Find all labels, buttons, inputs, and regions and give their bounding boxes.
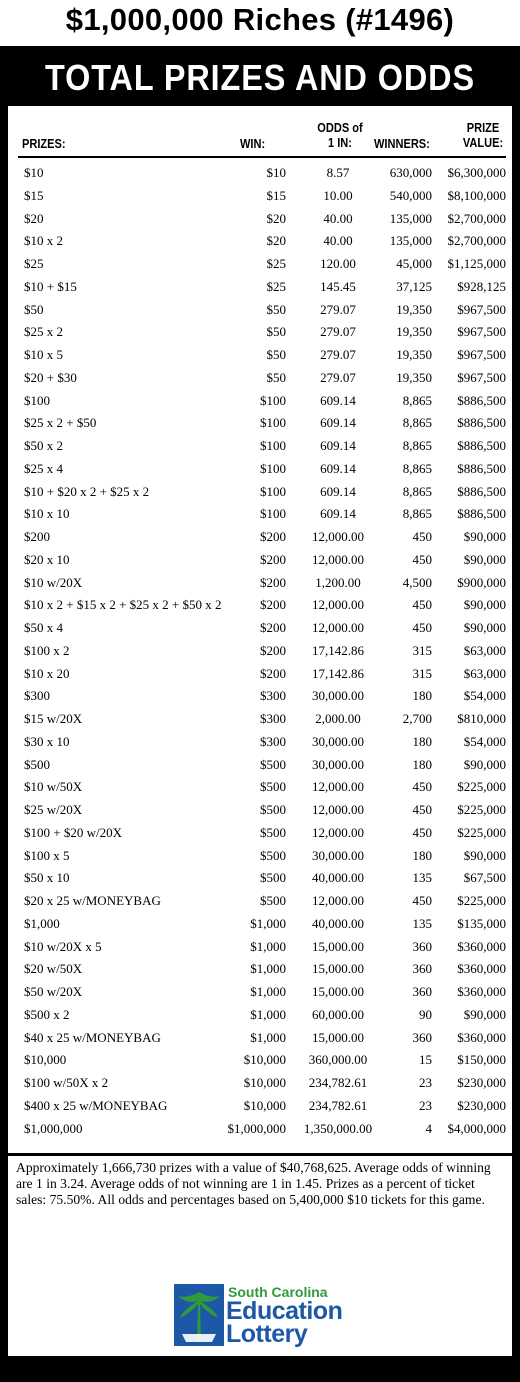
cell-odds: 234,782.61 [308,1097,368,1113]
prize-table [8,106,512,1153]
cell-win: $200 [260,551,286,567]
cell-odds: 15,000.00 [312,938,364,954]
cell-win: $500 [260,847,286,863]
cell-prize-value: $135,000 [457,915,506,931]
cell-odds: 40.00 [323,233,353,249]
cell-win: $100 [260,506,286,522]
cell-odds: 145.45 [320,278,356,294]
cell-prize: $100 x 2 [24,642,70,658]
cell-win: $500 [260,756,286,772]
cell-prize-value: $8,100,000 [447,187,506,203]
cell-win: $1,000 [250,1029,286,1045]
cell-odds: 60,000.00 [312,1006,364,1022]
cell-prize-value: $225,000 [457,893,506,908]
cell-odds: 609.14 [320,483,356,499]
cell-prize-value: $2,700,000 [447,210,506,226]
cell-odds: 234,782.61 [308,1075,368,1090]
cell-winners: 135 [412,870,432,886]
cell-winners: 540,000 [389,187,432,203]
cell-prize-value: $67,500 [463,870,506,886]
cell-odds: 12,000.00 [312,779,364,795]
cell-winners: 4,500 [402,574,432,590]
cell-winners: 135,000 [389,233,432,249]
notes-panel [8,1156,512,1356]
cell-win: $200 [260,529,286,544]
cell-win: $50 [266,347,286,362]
cell-prize: $20 w/50X [24,961,83,977]
cell-prize-value: $360,000 [457,961,506,977]
header-odds [306,120,374,168]
cell-prize: $25 w/20X [24,802,83,817]
logo-line1: South Carolina [228,1284,328,1300]
cell-win: $100 [260,483,286,499]
table-row [8,390,512,413]
cell-prize: $10 [24,165,44,180]
cell-prize-value: $886,500 [457,438,506,453]
cell-win: $500 [260,802,286,817]
cell-prize: $15 w/20X [24,711,83,726]
cell-win: $1,000 [250,938,286,954]
cell-prize-value: $886,500 [457,392,506,408]
cell-win: $300 [260,711,286,726]
cell-winners: 360 [412,961,432,977]
cell-win: $50 [266,301,286,317]
cell-win: $200 [260,642,286,658]
cell-prize: $100 w/50X x 2 [24,1075,109,1090]
cell-win: $50 [266,369,286,385]
header-odds-line2: 1 IN: [328,135,352,150]
cell-odds: 279.07 [320,324,356,340]
cell-prize: $40 x 25 w/MONEYBAG [24,1029,161,1045]
table-row [8,845,512,868]
cell-winners: 8,865 [402,483,432,499]
table-row [8,890,512,913]
cell-win: $1,000 [250,1006,286,1022]
cell-winners: 450 [412,529,432,544]
cell-win: $1,000 [250,915,286,931]
cell-prize: $100 [24,392,50,408]
cell-winners: 450 [412,620,432,635]
cell-prize-value: $810,000 [457,711,506,726]
cell-win: $10,000 [243,1097,286,1113]
cell-win: $15 [266,187,286,203]
cell-winners: 2,700 [402,711,432,726]
cell-prize: $25 x 2 + $50 [24,415,97,431]
cell-prize: $50 [24,301,44,317]
cell-win: $1,000 [250,984,286,999]
cell-odds: 279.07 [320,347,356,362]
cell-odds: 120.00 [320,256,356,271]
cell-prize: $25 x 4 [24,460,63,476]
cell-odds: 30,000.00 [312,847,364,863]
table-row [8,344,512,367]
cell-odds: 609.14 [320,392,356,408]
cell-prize-value: $150,000 [457,1052,506,1068]
cell-winners: 450 [412,597,432,613]
table-row [8,1118,512,1141]
cell-winners: 180 [412,847,432,863]
cell-odds: 360,000.00 [308,1052,368,1068]
cell-odds: 8.57 [326,165,350,180]
cell-prize: $10 x 5 [24,347,63,362]
cell-prize: $20 x 10 [24,551,70,567]
cell-prize: $10 w/20X [24,574,83,590]
cell-prize: $100 + $20 w/20X [24,824,122,840]
cell-prize-value: $967,500 [457,369,506,385]
header-odds-line1: ODDS of [317,120,363,135]
cell-winners: 135,000 [389,210,432,226]
cell-odds: 12,000.00 [312,802,364,817]
table-row [8,503,512,526]
cell-prize: $25 [24,256,44,271]
cell-winners: 135 [412,915,432,931]
cell-prize: $50 x 10 [24,870,70,886]
cell-prize-value: $886,500 [457,460,506,476]
cell-odds: 30,000.00 [312,756,364,772]
cell-odds: 10.00 [323,187,353,203]
cell-prize-value: $54,000 [463,733,506,749]
table-row [8,299,512,322]
cell-prize: $30 x 10 [24,733,70,749]
cell-odds: 15,000.00 [312,1029,364,1045]
cell-win: $20 [266,233,286,249]
cell-win: $20 [266,210,286,226]
cell-prize-value: $90,000 [463,597,506,613]
table-row [8,572,512,595]
cell-winners: 8,865 [402,460,432,476]
cell-winners: 180 [412,688,432,704]
table-row [8,185,512,208]
table-row [8,731,512,754]
table-row [8,685,512,708]
header-rule [18,156,506,158]
cell-winners: 15 [419,1052,432,1068]
table-row [8,162,512,185]
cell-winners: 8,865 [402,415,432,431]
cell-prize-value: $4,000,000 [447,1120,506,1136]
logo-line3: Lottery [226,1320,308,1348]
cell-prize-value: $360,000 [457,938,506,954]
cell-winners: 37,125 [396,278,432,294]
cell-prize: $10 x 2 [24,233,63,249]
cell-win: $1,000 [250,961,286,977]
header-win: WIN: [240,136,266,151]
table-row [8,1049,512,1072]
table-row [8,708,512,731]
cell-winners: 630,000 [389,165,432,180]
palmetto-tree-icon [174,1284,224,1346]
cell-odds: 609.14 [320,460,356,476]
cell-prize-value: $967,500 [457,347,506,362]
cell-win: $500 [260,824,286,840]
cell-prize: $10 x 2 + $15 x 2 + $25 x 2 + $50 x 2 [24,597,222,613]
cell-prize-value: $90,000 [463,847,506,863]
cell-winners: 19,350 [396,369,432,385]
table-row [8,663,512,686]
cell-prize-value: $360,000 [457,1029,506,1045]
cell-prize: $20 + $30 [24,369,77,385]
table-row [8,1027,512,1050]
cell-winners: 315 [412,665,432,681]
table-row [8,958,512,981]
cell-odds: 609.14 [320,438,356,453]
cell-odds: 2,000.00 [315,711,361,726]
cell-prize-value: $900,000 [457,574,506,590]
cell-win: $100 [260,438,286,453]
cell-prize-value: $928,125 [457,278,506,294]
cell-prize-value: $886,500 [457,415,506,431]
cell-win: $200 [260,665,286,681]
header-value-line2: VALUE: [462,135,504,150]
table-row [8,867,512,890]
table-row [8,1072,512,1095]
table-row [8,799,512,822]
table-row [8,230,512,253]
cell-odds: 17,142.86 [312,642,364,658]
cell-prize-value: $90,000 [463,551,506,567]
cell-win: $10,000 [243,1052,286,1068]
cell-prize-value: $230,000 [457,1097,506,1113]
cell-odds: 40,000.00 [312,915,364,931]
cell-prize-value: $225,000 [457,802,506,817]
cell-winners: 23 [419,1075,432,1090]
cell-odds: 279.07 [320,369,356,385]
cell-prize-value: $90,000 [463,620,506,635]
cell-winners: 450 [412,893,432,908]
table-row [8,981,512,1004]
table-row [8,458,512,481]
cell-win: $300 [260,688,286,704]
cell-winners: 8,865 [402,438,432,453]
cell-prize-value: $225,000 [457,779,506,795]
cell-odds: 30,000.00 [312,733,364,749]
cell-winners: 19,350 [396,324,432,340]
prize-rows [8,162,512,1140]
cell-winners: 19,350 [396,301,432,317]
cell-prize: $50 x 4 [24,620,63,635]
cell-win: $500 [260,779,286,795]
cell-winners: 180 [412,733,432,749]
cell-prize: $1,000 [24,915,60,931]
cell-win: $1,000,000 [227,1120,286,1136]
table-row [8,276,512,299]
cell-winners: 360 [412,984,432,999]
cell-prize-value: $967,500 [457,324,506,340]
cell-winners: 19,350 [396,347,432,362]
cell-prize: $50 x 2 [24,438,63,453]
table-row [8,936,512,959]
cell-prize: $10 w/50X [24,779,83,795]
header-value-line1: PRIZE [466,120,500,135]
cell-prize: $500 x 2 [24,1006,70,1022]
cell-winners: 23 [419,1097,432,1113]
cell-prize: $10,000 [24,1052,67,1068]
cell-win: $200 [260,574,286,590]
cell-winners: 315 [412,642,432,658]
cell-odds: 609.14 [320,415,356,431]
cell-prize-value: $90,000 [463,756,506,772]
table-row [8,913,512,936]
cell-prize-value: $90,000 [463,1006,506,1022]
cell-odds: 609.14 [320,506,356,522]
cell-prize: $300 [24,688,50,704]
cell-prize: $20 [24,210,44,226]
table-row [8,594,512,617]
cell-prize-value: $230,000 [457,1075,506,1090]
cell-winners: 8,865 [402,392,432,408]
cell-odds: 279.07 [320,301,356,317]
cell-odds: 40,000.00 [312,870,364,886]
cell-prize-value: $6,300,000 [447,165,506,180]
table-row [8,526,512,549]
cell-winners: 450 [412,824,432,840]
cell-prize-value: $225,000 [457,824,506,840]
table-row [8,208,512,231]
cell-odds: 12,000.00 [312,824,364,840]
table-row [8,617,512,640]
cell-prize: $200 [24,529,50,544]
cell-odds: 12,000.00 [312,893,364,908]
cell-win: $10 [266,165,286,180]
cell-prize: $15 [24,187,44,203]
cell-winners: 450 [412,779,432,795]
cell-odds: 12,000.00 [312,620,364,635]
table-row [8,367,512,390]
cell-win: $10,000 [243,1075,286,1090]
cell-win: $200 [260,597,286,613]
cell-win: $100 [260,415,286,431]
cell-odds: 40.00 [323,210,353,226]
cell-odds: 17,142.86 [312,665,364,681]
cell-win: $200 [260,620,286,635]
cell-prize-value: $54,000 [463,688,506,704]
table-row [8,776,512,799]
game-title: $1,000,000 Riches (#1496) [65,2,455,37]
cell-prize: $25 x 2 [24,324,63,340]
cell-winners: 90 [419,1006,432,1022]
logo-line2: Education [226,1297,343,1325]
cell-winners: 360 [412,938,432,954]
table-row [8,1095,512,1118]
cell-prize: $1,000,000 [24,1120,83,1136]
cell-prize: $50 w/20X [24,984,83,999]
cell-winners: 4 [425,1120,432,1136]
header-prize-value [453,120,513,168]
cell-prize-value: $886,500 [457,483,506,499]
cell-prize-value: $2,700,000 [447,233,506,249]
cell-win: $25 [266,278,286,294]
cell-prize-value: $63,000 [463,642,506,658]
cell-prize: $100 x 5 [24,847,70,863]
table-row [8,253,512,276]
table-row [8,822,512,845]
cell-prize-value: $360,000 [457,984,506,999]
cell-prize: $10 + $15 [24,278,77,294]
cell-winners: 450 [412,551,432,567]
cell-odds: 15,000.00 [312,961,364,977]
cell-prize: $10 + $20 x 2 + $25 x 2 [24,483,150,499]
cell-odds: 30,000.00 [312,688,364,704]
table-row [8,481,512,504]
cell-odds: 12,000.00 [312,597,364,613]
cell-win: $100 [260,392,286,408]
sc-education-lottery-logo [174,1284,374,1350]
cell-prize-value: $63,000 [463,665,506,681]
cell-odds: 12,000.00 [312,551,364,567]
cell-odds: 1,350,000.00 [303,1120,373,1136]
cell-odds: 15,000.00 [312,984,364,999]
cell-win: $500 [260,893,286,908]
cell-winners: 45,000 [396,256,432,271]
table-row [8,412,512,435]
cell-prize-value: $886,500 [457,506,506,522]
table-row [8,549,512,572]
cell-winners: 8,865 [402,506,432,522]
table-row [8,435,512,458]
cell-prize: $10 x 10 [24,506,70,522]
cell-odds: 1,200.00 [315,574,361,590]
odds-notes: Approximately 1,666,730 prizes with a value of $40,768,625. Average odds of winning are 1 in 3.24. Average odds of not winning are 1 in 1.45. Prizes as a percent of ticket sales: 75.50%. All odds and percentages based on 5,400,000 $10 tickets for this game. [16,1160,491,1207]
cell-prize-value: $1,125,000 [447,256,506,271]
cell-prize: $400 x 25 w/MONEYBAG [24,1097,168,1113]
cell-win: $300 [260,733,286,749]
cell-win: $50 [266,324,286,340]
cell-winners: 180 [412,756,432,772]
cell-win: $500 [260,870,286,886]
cell-winners: 450 [412,802,432,817]
table-row [8,754,512,777]
table-row [8,640,512,663]
table-row [8,1004,512,1027]
cell-win: $25 [266,256,286,271]
cell-prize: $500 [24,756,50,772]
cell-prize: $10 w/20X x 5 [24,938,102,954]
cell-prize: $10 x 20 [24,665,70,681]
cell-prize: $20 x 25 w/MONEYBAG [24,893,161,908]
cell-prize-value: $90,000 [463,529,506,544]
table-row [8,321,512,344]
header-winners: WINNERS: [374,136,430,151]
header-prizes: PRIZES: [22,136,66,151]
cell-win: $100 [260,460,286,476]
section-banner: TOTAL PRIZES AND ODDS [45,57,475,98]
cell-prize-value: $967,500 [457,301,506,317]
cell-odds: 12,000.00 [312,529,364,544]
cell-winners: 360 [412,1029,432,1045]
